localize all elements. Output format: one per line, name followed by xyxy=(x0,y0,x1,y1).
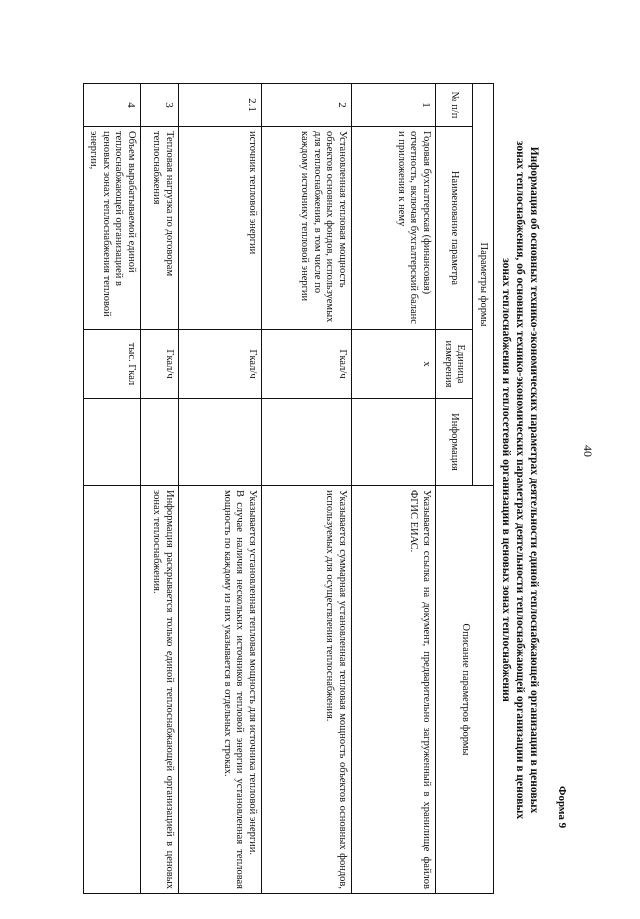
header-unit: Единица измерения xyxy=(436,330,473,399)
row-description: Указывается ссылка на документ, предварительно загруженный в хранилище файлов ФГИС ЕИАС. xyxy=(352,486,436,894)
title-line: зонах теплоснабжения, об основных технико-экономических параметрах деятельности теплоснабжающей организации в ценовых xyxy=(514,140,526,820)
table-row xyxy=(141,84,179,894)
form-table xyxy=(83,83,494,894)
header-information: Информация xyxy=(436,399,473,486)
row-information xyxy=(141,399,179,486)
row-number: 1 xyxy=(352,84,436,127)
row-information xyxy=(179,399,262,486)
header-number: № п/п xyxy=(436,84,473,127)
table-row xyxy=(179,84,262,894)
row-description xyxy=(84,486,141,894)
row-parameter-name: Годовая бухгалтерская (финансовая) отчетность, включая бухгалтерский баланс и приложения к нему xyxy=(352,127,436,330)
row-number: 2.1 xyxy=(179,84,262,127)
table-row xyxy=(84,84,141,894)
row-parameter-name: Тепловая нагрузка по договорам теплоснабжения xyxy=(141,127,179,330)
row-unit: x xyxy=(352,330,436,399)
row-information xyxy=(262,399,352,486)
page-number: 40 xyxy=(581,445,595,457)
table-row xyxy=(262,84,352,894)
row-number: 3 xyxy=(141,84,179,127)
description-line: В случае наличия нескольких источников тепловой энергии установленная тепловая мощность по каждому из них указывается в отдельных строках. xyxy=(222,490,246,890)
row-information xyxy=(84,399,141,486)
row-number: 4 xyxy=(84,84,141,127)
document-title xyxy=(499,120,541,840)
row-parameter-name: Установленная тепловая мощность объектов основных фондов, используемых для теплоснабжения, в том числе по каждому источнику тепловой энергии xyxy=(262,127,352,330)
row-parameter-name: источник тепловой энергии xyxy=(179,127,262,330)
row-unit: тыс. Гкал xyxy=(84,330,141,399)
row-description: Указывается суммарная установленная тепловая мощность объектов основных фондов, используемых для осуществления теплоснабжения. xyxy=(262,486,352,894)
row-information xyxy=(352,399,436,486)
row-unit: Гкал/ч xyxy=(262,330,352,399)
row-number: 2 xyxy=(262,84,352,127)
form-label: Форма 9 xyxy=(556,786,568,829)
header-form-parameters: Параметры формы xyxy=(473,84,494,486)
row-unit: Гкал/ч xyxy=(141,330,179,399)
row-description xyxy=(179,486,262,894)
row-unit: Гкал/ч xyxy=(179,330,262,399)
title-line: Информация об основных технико-экономических параметрах деятельности единой теплоснабжающей организации в ценовых xyxy=(528,146,540,814)
table-header-row xyxy=(473,84,494,894)
description-line: Указывается установленная тепловая мощность для источника тепловой энергии. xyxy=(247,490,258,856)
row-description: Информация раскрывается только единой теплоснабжающей организацией в ценовых зонах теплоснабжения. xyxy=(141,486,179,894)
header-description: Описание параметров формы xyxy=(436,486,494,894)
table-row xyxy=(352,84,436,894)
row-parameter-name: Объем вырабатываемой единой теплоснабжающей организацией в ценовых зонах теплоснабжения тепловой энергии, xyxy=(84,127,141,330)
title-line: зонах теплоснабжения и теплосетевой организации в ценовых зонах теплоснабжения xyxy=(500,258,512,702)
header-parameter-name: Наименование параметра xyxy=(436,127,473,330)
